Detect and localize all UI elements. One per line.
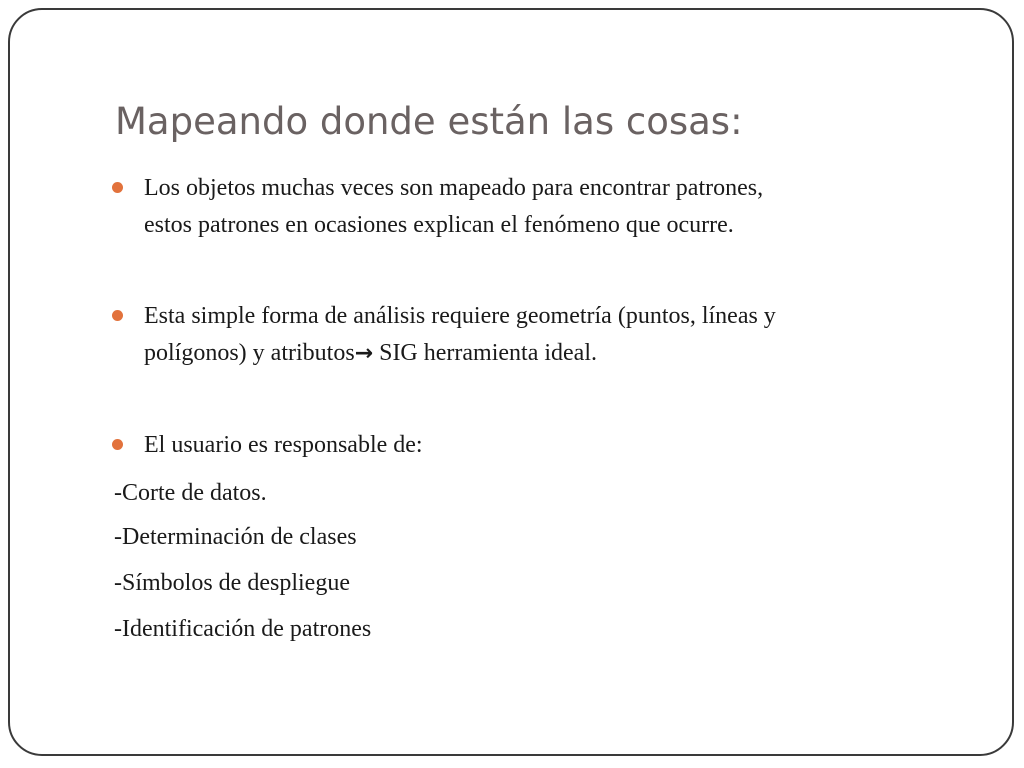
bullet-text	[144, 427, 894, 464]
list-item: -Corte de datos.	[114, 480, 267, 506]
bullet-dot-icon	[112, 310, 123, 321]
bullet-text	[144, 298, 894, 372]
list-item: -Símbolos de despliegue	[114, 570, 350, 596]
bullet-line-segment: polígonos) y atributos	[144, 340, 355, 366]
list-item: -Identificación de patrones	[114, 616, 372, 642]
bullet-text	[144, 170, 894, 244]
bullet-line: estos patrones en ocasiones explican el fenómeno que ocurre.	[144, 212, 734, 238]
bullet-dot-icon	[112, 439, 123, 450]
slide-title: Mapeando donde están las cosas:	[115, 100, 743, 143]
bullet-dot-icon	[112, 182, 123, 193]
bullet-line: El usuario es responsable de:	[144, 432, 423, 458]
bullet-line: Los objetos muchas veces son mapeado para encontrar patrones,	[144, 175, 764, 201]
bullet-line	[144, 335, 894, 372]
bullet-line-segment: SIG herramienta ideal.	[373, 340, 598, 366]
bullet-line: Esta simple forma de análisis requiere geometría (puntos, líneas y	[144, 303, 776, 329]
list-item: -Determinación de clases	[114, 524, 357, 550]
right-arrow-icon: →	[354, 341, 374, 366]
